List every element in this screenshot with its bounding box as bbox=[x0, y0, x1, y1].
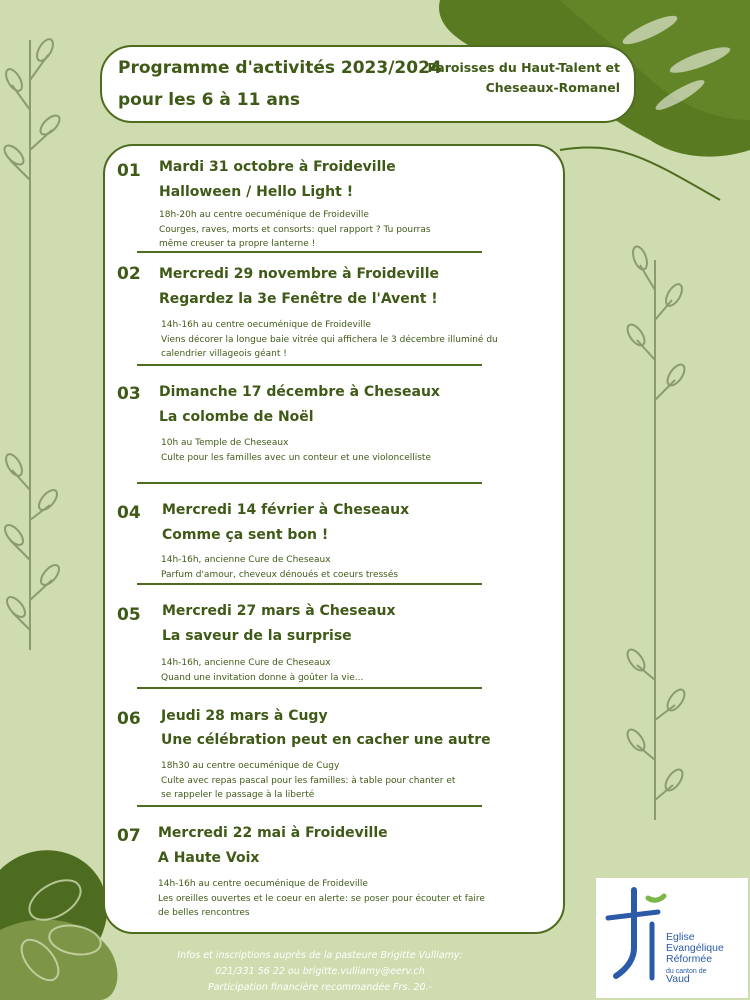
footer-info: Infos et inscriptions auprès de la pasteure Brigitte Vulliamy: bbox=[177, 950, 463, 961]
logo-line-2: Evangélique bbox=[666, 942, 724, 954]
logo-line-4: du canton de bbox=[666, 968, 707, 975]
event-title: La saveur de la surprise bbox=[162, 628, 352, 644]
logo-line-3: Réformée bbox=[666, 953, 713, 965]
logo-line-5: Vaud bbox=[666, 973, 690, 985]
age-range: pour les 6 à 11 ans bbox=[118, 90, 301, 110]
event-title: Halloween / Hello Light ! bbox=[159, 184, 354, 200]
event-title: Comme ça sent bon ! bbox=[162, 527, 329, 543]
event-title: Regardez la 3e Fenêtre de l'Avent ! bbox=[159, 291, 438, 307]
event-date: Dimanche 17 décembre à Cheseaux bbox=[159, 384, 440, 400]
event-divider bbox=[137, 364, 482, 366]
cross-logo-icon bbox=[598, 878, 668, 998]
event-description: 14h-16h, ancienne Cure de Cheseaux Quand une invitation donne à goûter la vie... bbox=[161, 658, 364, 683]
event-title: Une célébration peut en cacher une autre bbox=[161, 732, 491, 748]
event-date: Mercredi 22 mai à Froideville bbox=[158, 825, 388, 841]
event-number: 07 bbox=[117, 826, 141, 846]
event-divider bbox=[137, 687, 482, 689]
event-divider bbox=[137, 251, 482, 253]
footer-fee: Participation financière recommandée Frs. 20.- bbox=[207, 982, 432, 993]
event-date: Mercredi 29 novembre à Froideville bbox=[159, 266, 440, 282]
event-date: Mardi 31 octobre à Froideville bbox=[159, 159, 396, 175]
event-number: 06 bbox=[117, 709, 141, 729]
event-number: 02 bbox=[117, 264, 141, 284]
event-title: A Haute Voix bbox=[158, 850, 260, 866]
event-divider bbox=[137, 583, 482, 585]
event-date: Jeudi 28 mars à Cugy bbox=[161, 708, 328, 724]
event-date: Mercredi 14 février à Cheseaux bbox=[162, 502, 410, 518]
event-description: 18h30 au centre oecuménique de Cugy Culte avec repas pascal pour les familles: à table pour chanter et se rappeler le passage à la liberté bbox=[161, 761, 456, 800]
header-box bbox=[100, 45, 636, 123]
event-number: 04 bbox=[117, 503, 141, 523]
event-description: 14h-16h au centre oecuménique de Froideville Les oreilles ouvertes et le coeur en alerte: se poser pour écouter et faire de belles rencontres bbox=[158, 879, 485, 918]
eerv-logo bbox=[596, 878, 748, 998]
event-divider bbox=[137, 482, 482, 484]
event-divider bbox=[137, 805, 482, 807]
event-number: 03 bbox=[117, 384, 141, 404]
event-title: La colombe de Noël bbox=[159, 409, 314, 425]
logo-line-1: Eglise bbox=[666, 931, 695, 943]
event-description: 14h-16h, ancienne Cure de Cheseaux Parfum d'amour, cheveux dénoués et coeurs tressés bbox=[161, 555, 399, 580]
event-date: Mercredi 27 mars à Cheseaux bbox=[162, 603, 396, 619]
footer-contact: 021/331 56 22 ou brigitte.vulliamy@eerv.ch bbox=[215, 966, 425, 977]
event-number: 05 bbox=[117, 605, 141, 625]
event-description: 18h-20h au centre oecuménique de Froideville Courges, raves, morts et consorts: quel rapport ? Tu pourras même creuser ta propre lanterne ! bbox=[159, 210, 431, 249]
events-panel bbox=[103, 144, 565, 934]
event-description: 14h-16h au centre oecuménique de Froideville Viens décorer la longue baie vitrée qui affichera le 3 décembre illuminé du calendrier villageois géant ! bbox=[161, 320, 498, 359]
event-description: 10h au Temple de Cheseaux Culte pour les familles avec un conteur et une violoncelliste bbox=[161, 438, 431, 463]
program-title: Programme d'activités 2023/2024 bbox=[118, 58, 442, 78]
event-number: 01 bbox=[117, 161, 141, 181]
parish-line-1: Paroisses du Haut-Talent et bbox=[427, 60, 620, 75]
parish-line-2: Cheseaux-Romanel bbox=[485, 80, 620, 95]
